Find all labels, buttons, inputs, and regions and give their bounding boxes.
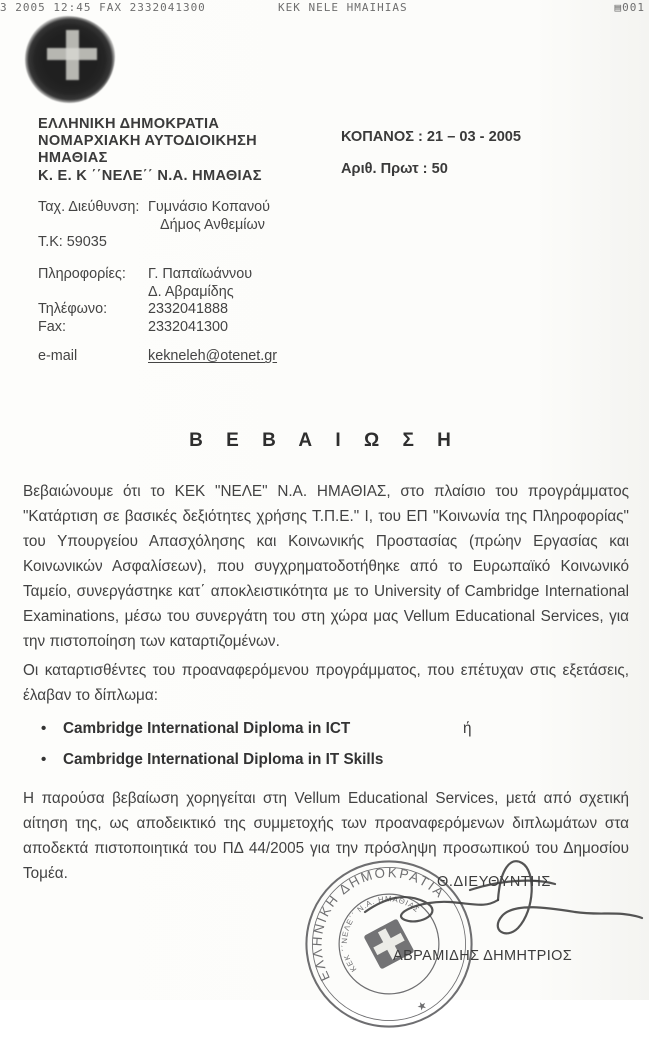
- handwritten-signature: [350, 850, 650, 960]
- diploma-list: [23, 716, 629, 772]
- coat-of-arms-logo: [25, 16, 115, 103]
- email-label: e-mail: [38, 348, 78, 365]
- place-date: ΚΟΠΑΝΟΣ : 21 – 03 - 2005: [341, 129, 522, 145]
- letterhead-line2: ΝΟΜΑΡΧΙΑΚΗ ΑΥΤΟΔΙΟΙΚΗΣΗ: [38, 133, 258, 150]
- diploma-1-label: Cambridge International Diploma in ICT: [63, 720, 351, 737]
- info-label: Πληροφορίες:: [38, 266, 126, 282]
- list-item: [63, 716, 629, 741]
- contact-block: [38, 266, 277, 366]
- phone-number: 2332041888: [148, 301, 229, 318]
- seal-star-icon: ★: [415, 999, 430, 1015]
- postal-code: Τ.Κ: 59035: [38, 234, 107, 251]
- cross-icon: [47, 48, 97, 60]
- address-block: [38, 199, 270, 252]
- letterhead-line1: ΕΛΛΗΝΙΚΗ ΔΗΜΟΚΡΑΤΙΑ: [38, 116, 220, 132]
- protocol-number: Αριθ. Πρωτ : 50: [341, 161, 448, 177]
- address-line1: Γυμνάσιο Κοπανού: [148, 199, 271, 215]
- fax-header: [0, 1, 649, 15]
- seal-outer-text: ΕΛΛΗΝΙΚΗ ΔΗΜΟΚΡΑΤΙΑ: [309, 864, 449, 984]
- or-separator: ή: [463, 720, 472, 737]
- fax-label: Fax:: [38, 318, 66, 335]
- list-item: [63, 747, 629, 772]
- page-title: Β Ε Β Α Ι Ω Σ Η: [189, 430, 460, 451]
- document-body: [23, 479, 629, 886]
- body-paragraph-1: Βεβαιώνουμε ότι το ΚΕΚ "ΝΕΛΕ" Ν.Α. ΗΜΑΘΙΑΣ, στο πλαίσιο του προγράμματος "Κατάρτιση σε βασικές δεξιότητες χρήσης Τ.Π.Ε." Ι, του ΕΠ "Κοινωνία της Πληροφορίας" του Υπουργείου Απασχόλησης και Κοινωνικής Προστασίας (πρώην Εργασίας και Κοινωνικών Ασφαλίσεων), που συγχρηματοδοτήθηκε από το Ευρωπαϊκό Κοινωνικό Ταμείο, συνεργάστηκε κατ΄ αποκλειστικότητα με το University of Cambridge International Examinations, μέσω του συνεργάτη του στη χώρα μας Vellum Educational Services, για την πιστοποίηση των καταρτιζομένων.: [23, 483, 629, 650]
- letterhead-line4: Κ. Ε. Κ ΄΄ΝΕΛΕ΄΄ Ν.Α. ΗΜΑΘΙΑΣ: [38, 167, 262, 184]
- fax-timestamp: 3 2005 12:45 FAX 2332041300: [0, 1, 206, 14]
- fax-page-icon: ▤: [614, 1, 623, 14]
- contact-person-2: Δ. Αβραμίδης: [148, 283, 234, 300]
- signer-role: Θ.ΔΙΕΥΘΥΝΤΗΣ: [437, 874, 551, 890]
- reference-block: [341, 129, 521, 177]
- fax-page-number: 001: [622, 1, 645, 14]
- fax-page-counter: [615, 1, 646, 14]
- fax-sender-name: KEK NELE HMAIHIAS: [278, 1, 408, 14]
- body-paragraph-2: Οι καταρτισθέντες του προαναφερόμενου προγράμματος, που επέτυχαν στις εξετάσεις, έλαβαν το δίπλωμα:: [23, 662, 629, 704]
- letterhead: [38, 116, 262, 185]
- signer-name: ΑΒΡΑΜΙΔΗΣ ΔΗΜΗΤΡΙΟΣ: [393, 948, 573, 964]
- phone-label: Τηλέφωνο:: [38, 301, 108, 318]
- seal-inner-text: ΚΕΚ ΄΄ΝΕΛΕ΄΄ Ν.Α. ΗΜΑΘΙΑΣ: [339, 894, 422, 974]
- contact-person-1: Γ. Παπαϊωάννου: [148, 266, 253, 282]
- address-label: Ταχ. Διεύθυνση:: [38, 199, 140, 215]
- email-address: kekneleh@otenet.gr: [148, 348, 278, 365]
- letterhead-line3: ΗΜΑΘΙΑΣ: [38, 150, 108, 167]
- diploma-2-label: Cambridge International Diploma in IT Skills: [63, 751, 384, 768]
- fax-number: 2332041300: [148, 318, 229, 335]
- body-paragraph-3: Η παρούσα βεβαίωση χορηγείται στη Vellum Educational Services, μετά από σχετική αίτηση της, ως αποδεικτικό της συμμετοχής των προαναφερόμενων διπλωμάτων στα αποδεκτά πιστοποιητικά του ΠΔ 44/2005 για την πρόσληψη προσωπικού του Δημοσίου Τομέα.: [23, 790, 629, 882]
- address-line2: Δήμος Ανθεμίων: [160, 216, 265, 233]
